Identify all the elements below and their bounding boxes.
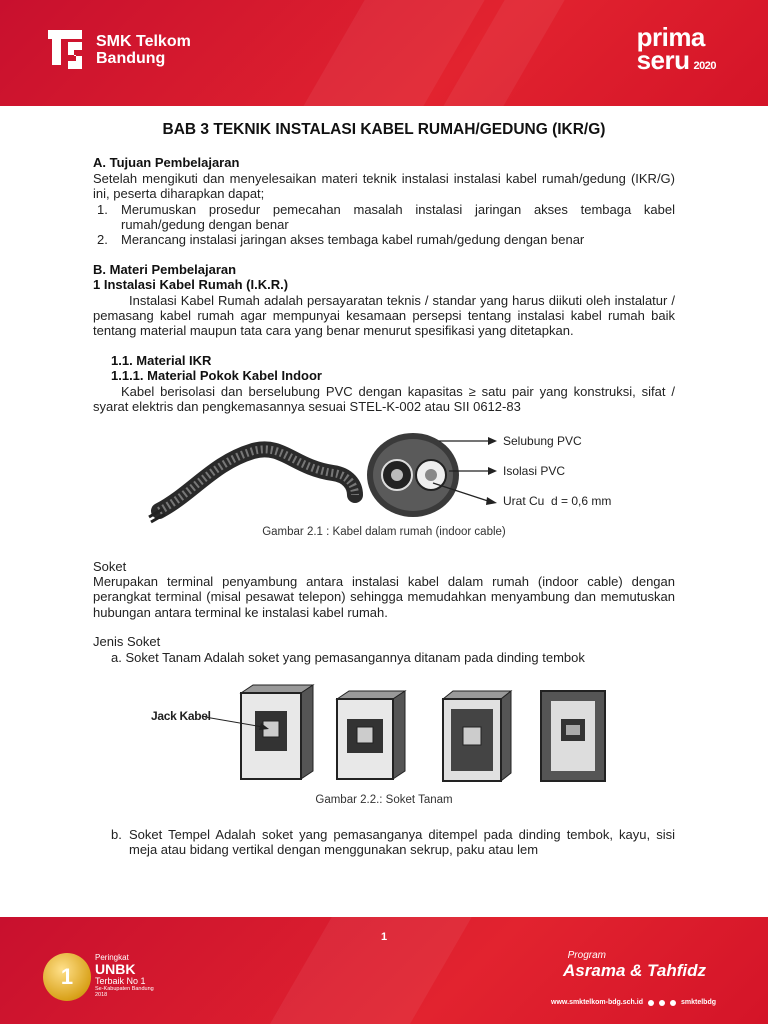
heading-1-1-1: 1.1.1. Material Pokok Kabel Indoor <box>111 368 322 384</box>
jenis-soket-a: a. Soket Tanam Adalah soket yang pemasangannya ditanam pada dinding tembok <box>111 649 585 665</box>
jenis-soket-heading: Jenis Soket <box>93 634 161 650</box>
section-a-heading: A. Tujuan Pembelajaran <box>93 155 240 171</box>
figure-indoor-cable <box>93 423 675 543</box>
label-urat-cu: Urat Cu d = 0,6 mm <box>503 493 612 508</box>
figure-2-1-caption: Gambar 2.1 : Kabel dalam rumah (indoor cable) <box>262 525 506 538</box>
document-body <box>93 118 675 858</box>
social-handle: smktelbdg <box>680 999 716 1006</box>
jenis-soket-b: b. Soket Tempel Adalah soket yang pemasanganya ditempel pada dinding tembok, kayu, sisi meja atau bidang vertikal dengan menggunakan sekrup, paku atau lem <box>111 826 675 858</box>
figure-soket-tanam <box>93 677 675 827</box>
socket-illustration <box>93 677 675 801</box>
objectives-list <box>93 202 675 248</box>
heading-1-1: 1.1. Material IKR <box>111 352 212 368</box>
brand-line1: prima <box>636 22 705 52</box>
list-item: 2. Merancang instalasi jaringan akses tembaga kabel rumah/gedung dengan benar <box>97 232 585 248</box>
list-item: 1. Merumuskan prosedur pemecahan masalah instalasi jaringan akses tembaga kabel rumah/gedung dengan benar <box>97 201 675 233</box>
telkom-logo-icon <box>48 30 86 70</box>
section-a-intro: Setelah mengikuti dan menyelesaikan materi teknik instalasi instalasi kabel rumah/gedung (IKR/G) ini, peserta diharapkan dapat; <box>93 170 675 202</box>
paragraph-1-1-1: Kabel berisolasi dan berselubung PVC dengan kapasitas ≥ satu pair yang konstruksi, sifat / syarat elektris dan pengkemasannya sesuai STEL-K-002 atau SII 0612-83 <box>93 383 675 415</box>
school-logo <box>48 30 191 70</box>
school-name-line1: SMK Telkom <box>96 33 191 50</box>
brand-year: 2020 <box>693 60 716 72</box>
social-icon <box>670 1000 676 1006</box>
indoor-cable-illustration <box>93 423 675 527</box>
page-number: 1 <box>380 931 388 943</box>
unbk-rank-badge: Peringkat UNBK Terbaik No 1 Se-Kabupaten Bandung 2018 <box>95 953 154 998</box>
soket-paragraph: Merupakan terminal penyambung antara instalasi kabel dalam rumah (indoor cable) dengan perangkat terminal (misal pesawat telepon) sehingga memudahkan menyambung dan memutuskan hubungan antara terminal ke instalasi kabel rumah. <box>93 573 675 620</box>
school-name-line2: Bandung <box>96 50 166 67</box>
soket-heading: Soket <box>93 558 127 574</box>
website-link[interactable]: www.smktelkom-bdg.sch.id <box>551 999 643 1006</box>
figure-2-2-caption: Gambar 2.2.: Soket Tanam <box>315 793 453 806</box>
section-b-heading: B. Materi Pembelajaran <box>93 261 237 277</box>
prima-seru-logo <box>636 22 716 78</box>
page-footer <box>0 917 768 1024</box>
label-selubung-pvc: Selubung PVC <box>503 433 582 448</box>
social-icon <box>659 1000 665 1006</box>
medal-icon: 1 <box>43 953 91 1001</box>
social-icon <box>648 1000 654 1006</box>
label-isolasi-pvc: Isolasi PVC <box>503 463 566 478</box>
section-b-paragraph: Instalasi Kabel Rumah adalah persayaratan teknis / standar yang harus diikuti oleh instalatur / pemasang kabel rumah agar mempunyai kesamaan persepsi tentang instalasi kabel rumah baik tentang material maupun tata cara yang benar menurut spesifikasi yang ditetapkan. <box>93 292 675 339</box>
section-b-subheading: 1 Instalasi Kabel Rumah (I.K.R.) <box>93 277 289 293</box>
brand-line2: seru <box>636 45 690 75</box>
page-header <box>0 0 768 106</box>
label-jack-kabel: Jack Kabel <box>151 708 211 723</box>
contact-line <box>551 999 716 1006</box>
chapter-title: BAB 3 TEKNIK INSTALASI KABEL RUMAH/GEDUNG (IKR/G) <box>162 121 606 138</box>
program-asrama-tahfidz: Program Asrama & Tahfidz <box>563 950 706 980</box>
